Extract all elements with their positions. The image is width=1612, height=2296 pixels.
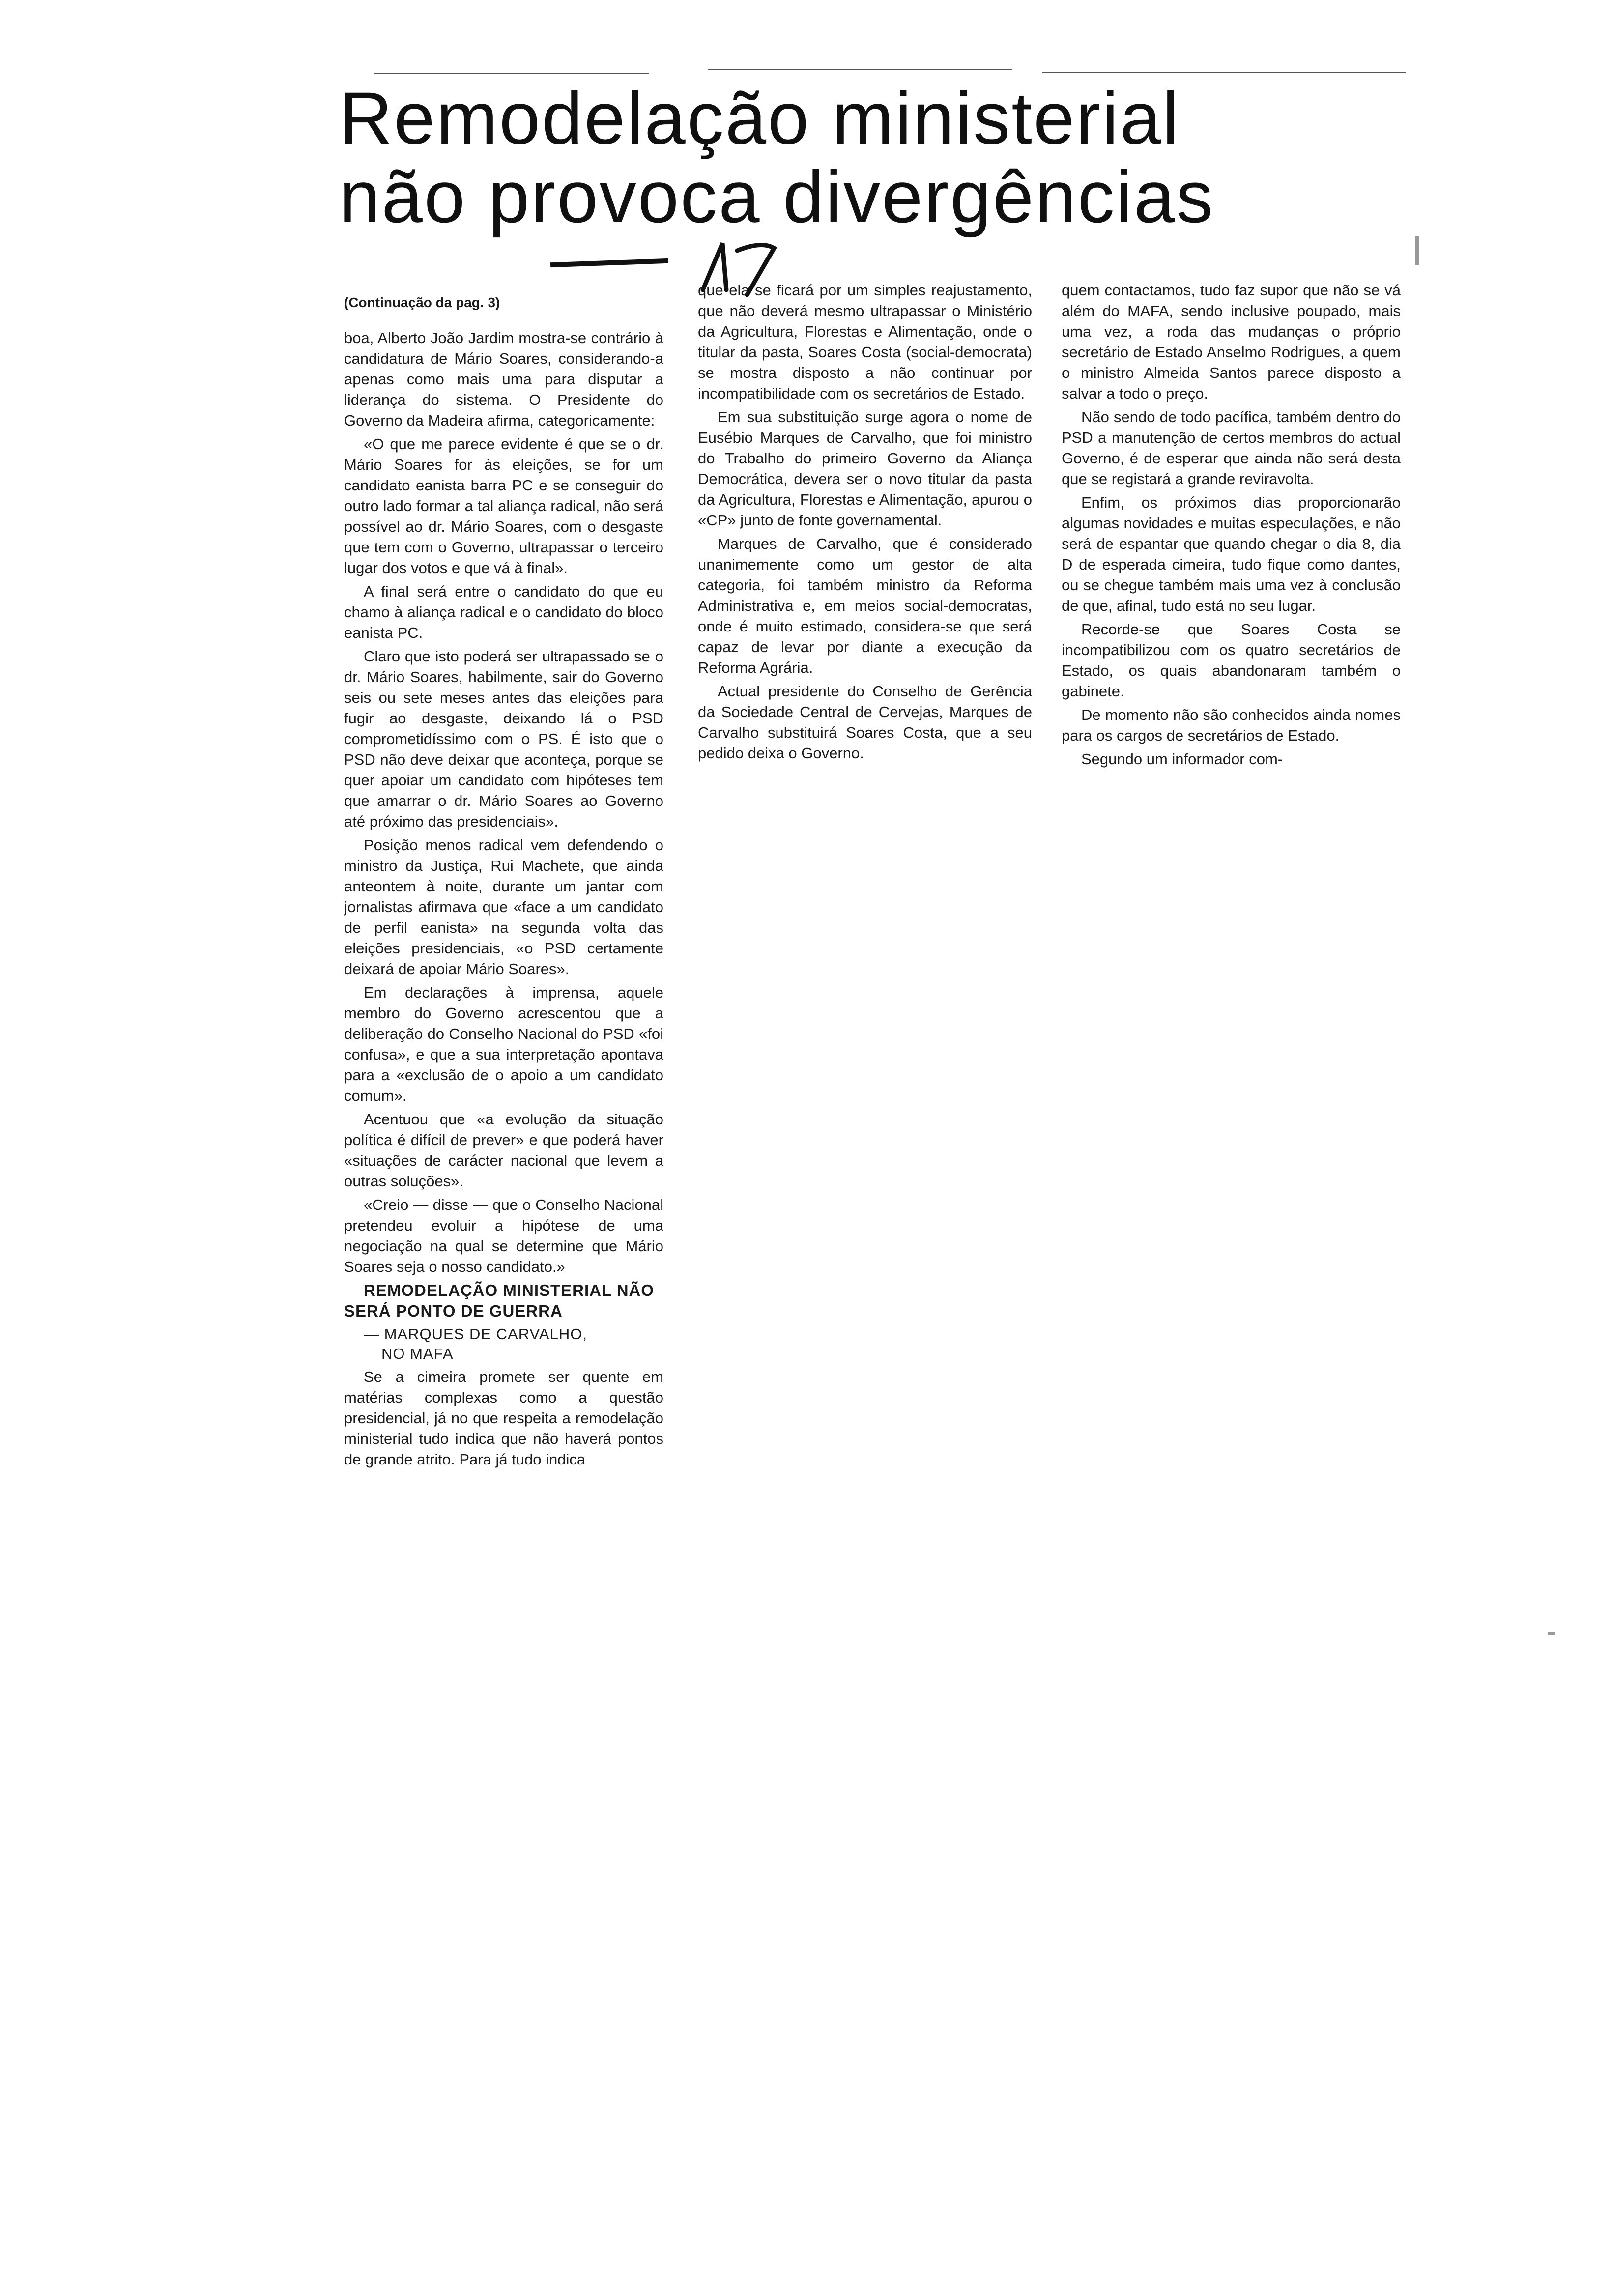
byline-line-1: — MARQUES DE CARVALHO, xyxy=(364,1325,587,1343)
section-byline xyxy=(344,1324,663,1364)
paragraph: Enfim, os próximos dias proporcionarão algumas novidades e muitas especulações, e não será de espantar que quando chegar o dia 8, dia D de esperada cimeira, tudo fique como dantes, ou se chegue também mais uma vez à conclusão de que, afinal, tudo está no seu lugar. xyxy=(1062,494,1401,614)
paragraph: «O que me parece evidente é que se o dr. Mário Soares for às eleições, se for um candidato eanista barra PC e se conseguir do outro lado formar a tal aliança radical, não será possível ao dr. Mário Soares, com o desgaste que tem com o Governo, ultrapassar o terceiro lugar dos votos e que vá à final». xyxy=(344,435,663,576)
paragraph: De momento não são conhecidos ainda nomes para os cargos de secretários de Estado. xyxy=(1062,706,1401,744)
scan-speck xyxy=(1548,1632,1555,1635)
handwritten-dash xyxy=(550,258,668,267)
article-column-2 xyxy=(698,280,1032,767)
section-subhead: REMODELAÇÃO MINISTERIAL NÃO SERÁ PONTO DE GUERRA xyxy=(344,1281,655,1320)
byline-line-2: NO MAFA xyxy=(381,1345,454,1362)
continuation-note: (Continuação da pag. 3) xyxy=(344,295,500,310)
paragraph: A final será entre o candidato do que eu chamo à aliança radical e o candidato do bloco eanista PC. xyxy=(344,583,663,641)
paragraph: boa, Alberto João Jardim mostra-se contrário à candidatura de Mário Soares, considerando-a apenas como mais uma para disputar a liderança do sistema. O Presidente do Governo da Madeira afirma, categoricamente: xyxy=(344,329,663,429)
paragraph: Segundo um informador com- xyxy=(1081,750,1283,768)
article-column-3 xyxy=(1062,280,1401,773)
article-column-1 xyxy=(344,292,663,1473)
paragraph: que ela se ficará por um simples reajustamento, que não deverá mesmo ultrapassar o Ministério da Agricultura, Florestas e Alimentação, onde o titular da pasta, Soares Costa (social-democrata) se mostra disposto a não continuar por incompatibilidade com os secretários de Estado. xyxy=(698,282,1032,402)
paragraph: Recorde-se que Soares Costa se incompatibilizou com os quatro secretários de Estado, os quais abandonaram também o gabinete. xyxy=(1062,621,1401,700)
article-headline xyxy=(339,79,1410,236)
scan-edge-line xyxy=(1042,72,1406,73)
paragraph: Se a cimeira promete ser quente em matérias complexas como a questão presidencial, já no que respeita a remodelação ministerial tudo indica que não haverá pontos de grande atrito. Para já tudo indica xyxy=(344,1368,663,1468)
scan-edge-line xyxy=(708,69,1012,70)
paragraph: Claro que isto poderá ser ultrapassado se o dr. Mário Soares, habilmente, sair do Governo seis ou sete meses antes das eleições para fugir ao desgaste, deixando lá o PSD comprometidíssimo com o PS. É isto que o PSD não deve deixar que aconteça, porque se quer apoiar um candidato com hipóteses tem que amarrar o dr. Mário Soares ao Governo até próximo das presidenciais». xyxy=(344,648,663,830)
paragraph: Em declarações à imprensa, aquele membro do Governo acrescentou que a deliberação do Conselho Nacional do PSD «foi confusa», e que a sua interpretação apontava para a «exclusão de o apoio a um candidato comum». xyxy=(344,984,663,1104)
paragraph: Acentuou que «a evolução da situação política é difícil de prever» e que poderá haver «situações de carácter nacional que levem a outras soluções». xyxy=(344,1111,663,1190)
paragraph: Posição menos radical vem defendendo o ministro da Justiça, Rui Machete, que ainda anteontem à noite, durante um jantar com jornalistas afirmava que «face a um candidato de perfil eanista» na segunda volta das eleições presidenciais, «o PSD certamente deixará de apoiar Mário Soares». xyxy=(344,836,663,977)
scan-edge-line xyxy=(374,73,649,74)
paragraph: Marques de Carvalho, que é considerado unanimemente como um gestor de alta categoria, foi também ministro da Reforma Administrativa e, em meios social-democratas, onde é muito estimado, considera-se que será capaz de levar por diante a execução da Reforma Agrária. xyxy=(698,535,1032,676)
scan-speck xyxy=(1415,236,1419,265)
paragraph: Em sua substituição surge agora o nome de Eusébio Marques de Carvalho, que foi ministro do Trabalho do primeiro Governo da Aliança Democrática, devera ser o novo titular da pasta da Agricultura, Florestas e Alimentação, apurou o «CP» junto de fonte governamental. xyxy=(698,408,1032,529)
headline-line-2: não provoca divergências xyxy=(339,155,1215,238)
paragraph: Actual presidente do Conselho de Gerência da Sociedade Central de Cervejas, Marques de Carvalho substituirá Soares Costa, que a seu pedido deixa o Governo. xyxy=(698,683,1032,762)
paragraph: quem contactamos, tudo faz supor que não se vá além do MAFA, sendo inclusive poupado, mais uma vez, a roda das mudanças o próprio secretário de Estado Anselmo Rodrigues, a quem o ministro Almeida Santos parece disposto a salvar a todo o preço. xyxy=(1062,282,1401,402)
paragraph: «Creio — disse — que o Conselho Nacional pretendeu evoluir a hipótese de uma negociação na qual se determine que Mário Soares seja o nosso candidato.» xyxy=(344,1196,663,1275)
headline-line-1: Remodelação ministerial xyxy=(339,77,1180,159)
paragraph: Não sendo de todo pacífica, também dentro do PSD a manutenção de certos membros do actual Governo, é de esperar que ainda não será desta que se registará a grande reviravolta. xyxy=(1062,408,1401,488)
